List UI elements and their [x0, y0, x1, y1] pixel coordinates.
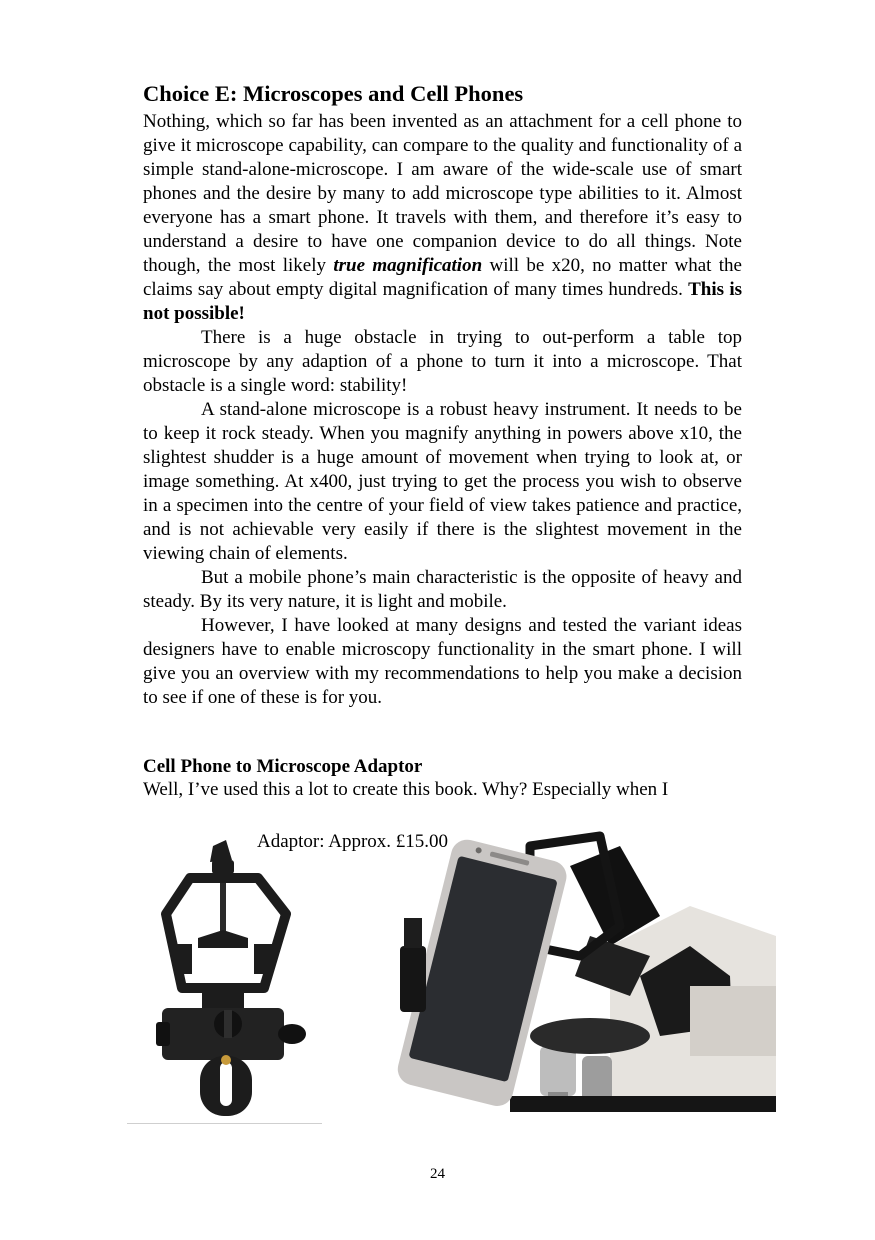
paragraph-1-text-b: will be x20, no matter what the claims say about empty digital magnification of many times hundreds.: [143, 255, 742, 300]
subsection-heading: Cell Phone to Microscope Adaptor: [143, 756, 423, 777]
section-heading: Choice E: Microscopes and Cell Phones: [143, 81, 524, 106]
phone-on-microscope-image: [360, 826, 776, 1112]
paragraph-1: [143, 110, 742, 326]
paragraph-1-text-a: Nothing, which so far has been invented as an attachment for a cell phone to give it microscope capability, can compare to the quality and functionality of a simple stand-alone-microscope. I am aware of the wide-scale use of smart phones and the desire by many to add microscope type abilities to it. Almost everyone has a smart phone. It travels with them, and therefore it’s easy to understand a desire to have one companion device to do all things. Note though, the most likely: [143, 111, 742, 276]
body-text: [143, 110, 742, 710]
footnote-divider: [127, 1123, 322, 1124]
emphasis-true-magnification: true magnification: [333, 255, 483, 276]
adaptor-image: [140, 838, 320, 1123]
paragraph-4: But a mobile phone’s main characteristic is the opposite of heavy and steady. By its very nature, it is light and mobile.: [143, 567, 742, 612]
paragraph-3: A stand-alone microscope is a robust heavy instrument. It needs to be to keep it rock steady. When you magnify anything in powers above x10, the slightest shudder is a huge amount of movement when trying to look at, or image something. At x400, just trying to get the process you wish to observe in a specimen into the centre of your field of view takes patience and practice, and is not achievable very easily if there is the slightest movement in the viewing chain of elements.: [143, 399, 742, 564]
phone-microscope-illustration: [360, 826, 776, 1112]
paragraph-2: There is a huge obstacle in trying to out-perform a table top microscope by any adaption of a phone to turn it into a microscope. That obstacle is a single word: stability!: [143, 327, 742, 396]
page-number: 24: [430, 1166, 445, 1182]
figure-caption: Adaptor: Approx. £15.00: [257, 831, 449, 852]
paragraph-5: However, I have looked at many designs and tested the variant ideas designers have to enable microscopy functionality in the smart phone. I will give you an overview with my recommendations to help you make a decision to see if one of these is for you.: [143, 615, 742, 708]
emphasis-not-possible: This is not possible!: [143, 279, 742, 324]
adaptor-illustration: [140, 838, 320, 1123]
paragraph-6: Well, I’ve used this a lot to create this book. Why? Especially when I: [143, 779, 669, 800]
